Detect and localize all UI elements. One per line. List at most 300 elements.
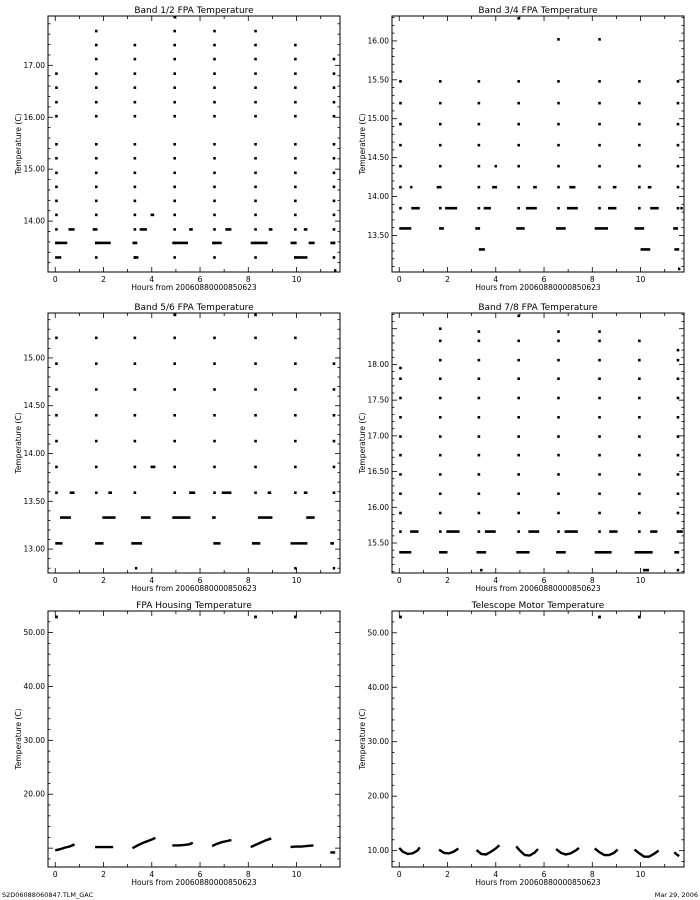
x-tick-label: 10 <box>635 870 646 879</box>
data-point <box>478 512 481 515</box>
data-point <box>213 143 216 146</box>
data-point <box>134 228 137 231</box>
data-point <box>333 228 336 231</box>
data-point <box>439 123 442 126</box>
y-tick-label: 14.50 <box>367 153 389 163</box>
x-tick-label: 2 <box>445 275 450 284</box>
data-point <box>55 256 58 259</box>
data-point <box>173 30 176 33</box>
data-point <box>55 616 58 619</box>
data-point <box>95 186 98 189</box>
data-point <box>294 616 297 619</box>
y-tick-label: 50.00 <box>367 628 389 638</box>
data-point <box>95 157 98 160</box>
data-point <box>439 397 442 400</box>
data-point <box>399 416 402 419</box>
data-point <box>294 414 297 417</box>
data-point <box>439 327 442 330</box>
data-point <box>95 337 98 340</box>
footer-date: Mar 29, 2006 <box>654 891 698 899</box>
data-point <box>598 492 601 495</box>
data-point <box>55 143 58 146</box>
data-point <box>134 466 137 469</box>
y-tick-label: 14.00 <box>367 192 389 202</box>
data-point <box>173 115 176 118</box>
data-curve <box>595 848 618 855</box>
data-point <box>333 143 336 146</box>
chart-panel-2 <box>358 6 684 292</box>
data-point <box>213 362 216 365</box>
data-point <box>399 165 402 168</box>
data-point <box>134 388 137 391</box>
data-point <box>517 454 520 457</box>
data-point <box>638 102 641 105</box>
plot-frame <box>392 611 684 867</box>
x-tick-label: 10 <box>635 576 646 585</box>
data-point <box>638 123 641 126</box>
data-point <box>333 200 336 203</box>
data-point <box>478 359 481 362</box>
data-point <box>598 340 601 343</box>
x-tick-label: 6 <box>197 576 203 585</box>
data-point <box>638 207 641 210</box>
data-point <box>677 349 680 352</box>
data-point <box>55 491 58 494</box>
data-point <box>517 123 520 126</box>
data-point <box>677 123 680 126</box>
data-point <box>294 440 297 443</box>
data-point <box>638 416 641 419</box>
data-point <box>134 337 137 340</box>
x-axis-label: Hours from 20060880000850623 <box>475 283 601 292</box>
chart-title: Band 3/4 FPA Temperature <box>478 6 598 16</box>
y-tick-label: 15.50 <box>367 538 389 548</box>
data-point <box>557 186 560 189</box>
data-point <box>478 416 481 419</box>
x-tick-label: 2 <box>101 576 106 585</box>
data-point <box>173 242 176 245</box>
data-point <box>557 123 560 126</box>
data-point <box>478 492 481 495</box>
data-point <box>333 388 336 391</box>
x-tick-label: 8 <box>245 870 251 879</box>
data-point <box>294 186 297 189</box>
data-point <box>333 362 336 365</box>
data-point <box>213 228 216 231</box>
data-point <box>557 416 560 419</box>
data-point <box>517 377 520 380</box>
data-point <box>173 256 176 259</box>
data-curve <box>212 840 231 846</box>
data-point <box>213 440 216 443</box>
data-point <box>677 416 680 419</box>
x-tick-label: 4 <box>149 275 155 284</box>
data-point <box>439 165 442 168</box>
data-point <box>55 337 58 340</box>
y-tick-label: 50.00 <box>23 628 45 638</box>
data-point <box>478 530 481 533</box>
x-tick-label: 6 <box>541 275 547 284</box>
data-point <box>557 492 560 495</box>
x-tick-label: 10 <box>291 275 302 284</box>
x-axis-label: Hours from 20060880000850623 <box>131 878 257 887</box>
data-point <box>598 435 601 438</box>
x-tick-label: 0 <box>52 275 58 284</box>
data-point <box>254 256 257 259</box>
data-point <box>173 440 176 443</box>
data-point <box>134 101 137 104</box>
data-point <box>598 80 601 83</box>
y-tick-label: 13.50 <box>23 496 45 506</box>
data-point <box>478 165 481 168</box>
data-point <box>517 397 520 400</box>
x-axis-label: Hours from 20060880000850623 <box>475 878 601 887</box>
data-point <box>399 397 402 400</box>
data-point <box>254 242 257 245</box>
x-tick-label: 2 <box>445 576 450 585</box>
data-point <box>134 58 137 61</box>
data-point <box>254 337 257 340</box>
data-point <box>134 157 137 160</box>
data-point <box>294 101 297 104</box>
data-point <box>213 466 216 469</box>
data-point <box>55 115 58 118</box>
x-tick-label: 10 <box>291 576 302 585</box>
data-point <box>638 435 641 438</box>
data-point <box>598 123 601 126</box>
data-point <box>478 207 481 210</box>
data-point <box>173 362 176 365</box>
data-point <box>254 200 257 203</box>
chart-panel-5 <box>14 601 340 887</box>
data-point <box>294 58 297 61</box>
x-tick-label: 6 <box>541 576 547 585</box>
data-point <box>95 72 98 75</box>
data-curve <box>251 838 272 847</box>
x-axis-label: Hours from 20060880000850623 <box>131 283 257 292</box>
data-point <box>598 38 601 41</box>
data-point <box>213 200 216 203</box>
data-point <box>638 616 641 619</box>
data-point <box>294 200 297 203</box>
y-tick-label: 14.00 <box>23 449 45 459</box>
y-tick-label: 16.00 <box>367 36 389 46</box>
data-point <box>254 491 257 494</box>
data-point <box>294 157 297 160</box>
data-point <box>598 616 601 619</box>
data-point <box>399 530 402 533</box>
data-point <box>134 143 137 146</box>
data-point <box>557 80 560 83</box>
y-tick-label: 16.00 <box>367 502 389 512</box>
data-point <box>557 38 560 41</box>
y-axis-label: Temperature (C) <box>14 113 23 175</box>
data-point <box>677 359 680 362</box>
data-point <box>439 340 442 343</box>
y-axis-label: Temperature (C) <box>358 113 367 175</box>
data-point <box>95 440 98 443</box>
data-point <box>598 165 601 168</box>
data-point <box>638 454 641 457</box>
x-tick-label: 4 <box>493 576 499 585</box>
data-point <box>254 314 257 317</box>
data-curve <box>674 852 679 856</box>
x-tick-label: 0 <box>52 576 58 585</box>
data-curve <box>635 850 659 857</box>
data-point <box>399 473 402 476</box>
data-point <box>598 473 601 476</box>
data-point <box>173 414 176 417</box>
data-point <box>677 530 680 533</box>
data-point <box>478 102 481 105</box>
data-point <box>213 414 216 417</box>
y-tick-label: 14.00 <box>23 216 45 226</box>
data-point <box>213 491 216 494</box>
data-point <box>213 186 216 189</box>
chart-panel-1 <box>14 6 340 292</box>
y-tick-label: 30.00 <box>23 735 45 745</box>
data-point <box>55 101 58 104</box>
data-point <box>517 492 520 495</box>
x-axis-label: Hours from 20060880000850623 <box>475 584 601 593</box>
data-point <box>55 172 58 175</box>
data-curve <box>516 846 538 855</box>
y-axis-label: Temperature (C) <box>358 412 367 474</box>
data-point <box>294 172 297 175</box>
y-tick-label: 40.00 <box>23 681 45 691</box>
x-tick-label: 4 <box>493 870 499 879</box>
data-point <box>557 435 560 438</box>
y-tick-label: 30.00 <box>367 737 389 747</box>
data-point <box>638 165 641 168</box>
data-point <box>557 102 560 105</box>
data-point <box>439 530 442 533</box>
data-point <box>439 359 442 362</box>
data-curve <box>399 847 420 854</box>
data-point <box>478 340 481 343</box>
data-point <box>294 44 297 47</box>
y-tick-label: 10.00 <box>367 846 389 856</box>
data-point <box>677 165 680 168</box>
data-point <box>557 359 560 362</box>
data-point <box>55 72 58 75</box>
data-point <box>333 86 336 89</box>
data-point <box>173 186 176 189</box>
data-point <box>677 207 680 210</box>
data-point <box>478 144 481 147</box>
data-point <box>677 102 680 105</box>
x-tick-label: 8 <box>589 576 595 585</box>
x-tick-label: 4 <box>149 576 155 585</box>
data-point <box>213 242 216 245</box>
data-point <box>439 102 442 105</box>
data-point <box>173 16 176 19</box>
data-point <box>517 416 520 419</box>
chart-title: Band 5/6 FPA Temperature <box>134 303 254 313</box>
data-point <box>333 256 336 259</box>
data-point <box>134 362 137 365</box>
data-point <box>478 435 481 438</box>
data-point <box>55 414 58 417</box>
data-point <box>557 340 560 343</box>
data-point <box>677 186 680 189</box>
data-point <box>254 214 257 217</box>
data-point <box>294 143 297 146</box>
data-curve <box>132 838 155 848</box>
data-point <box>134 200 137 203</box>
data-point <box>294 228 297 231</box>
data-point <box>439 492 442 495</box>
data-point <box>254 362 257 365</box>
data-point <box>557 397 560 400</box>
data-point <box>333 414 336 417</box>
data-point <box>333 101 336 104</box>
data-point <box>134 414 137 417</box>
data-curve <box>476 845 499 854</box>
data-point <box>173 72 176 75</box>
data-point <box>294 214 297 217</box>
data-point <box>254 172 257 175</box>
data-point <box>517 340 520 343</box>
data-point <box>517 359 520 362</box>
data-point <box>439 454 442 457</box>
x-tick-label: 0 <box>52 870 58 879</box>
data-point <box>134 256 137 259</box>
data-point <box>517 473 520 476</box>
data-point <box>517 80 520 83</box>
data-point <box>517 165 520 168</box>
data-point <box>399 367 402 370</box>
data-point <box>55 200 58 203</box>
footer-filename: S2D06088060847.TLM_GAC <box>2 891 94 899</box>
data-point <box>677 435 680 438</box>
x-tick-label: 0 <box>396 275 402 284</box>
data-point <box>173 491 176 494</box>
x-tick-label: 0 <box>396 576 402 585</box>
data-point <box>134 214 137 217</box>
data-point <box>95 228 98 231</box>
data-point <box>95 30 98 33</box>
data-point <box>333 172 336 175</box>
x-tick-label: 4 <box>149 870 155 879</box>
data-point <box>294 491 297 494</box>
data-point <box>254 101 257 104</box>
data-point <box>213 86 216 89</box>
data-point <box>134 491 137 494</box>
data-point <box>399 186 402 189</box>
x-tick-label: 8 <box>245 275 251 284</box>
x-tick-label: 8 <box>245 576 251 585</box>
data-point <box>294 72 297 75</box>
data-point <box>677 473 680 476</box>
y-tick-label: 16.00 <box>23 112 45 122</box>
data-point <box>254 86 257 89</box>
data-point <box>677 397 680 400</box>
y-tick-label: 15.00 <box>23 353 45 363</box>
data-point <box>213 256 216 259</box>
data-point <box>134 186 137 189</box>
y-tick-label: 15.00 <box>367 114 389 124</box>
data-point <box>173 466 176 469</box>
data-point <box>598 102 601 105</box>
y-tick-label: 13.50 <box>367 230 389 240</box>
data-point <box>213 72 216 75</box>
data-point <box>254 466 257 469</box>
y-tick-label: 17.00 <box>367 431 389 441</box>
plot-frame <box>392 313 684 573</box>
data-point <box>213 58 216 61</box>
y-tick-label: 15.50 <box>367 75 389 85</box>
x-tick-label: 4 <box>493 275 499 284</box>
x-tick-label: 2 <box>101 870 106 879</box>
data-point <box>294 115 297 118</box>
data-curve <box>291 845 314 847</box>
data-point <box>254 143 257 146</box>
data-point <box>95 200 98 203</box>
data-point <box>254 228 257 231</box>
data-point <box>557 454 560 457</box>
data-point <box>638 397 641 400</box>
data-point <box>55 157 58 160</box>
plot-frame <box>48 313 340 573</box>
data-point <box>254 616 257 619</box>
data-point <box>517 102 520 105</box>
data-point <box>294 242 297 245</box>
data-point <box>638 530 641 533</box>
data-point <box>254 44 257 47</box>
data-point <box>254 58 257 61</box>
data-point <box>95 44 98 47</box>
data-point <box>638 80 641 83</box>
data-point <box>557 330 560 333</box>
data-curve <box>556 848 579 855</box>
y-axis-label: Temperature (C) <box>14 412 23 474</box>
data-point <box>55 86 58 89</box>
data-point <box>439 416 442 419</box>
data-point <box>677 144 680 147</box>
data-point <box>213 157 216 160</box>
data-point <box>134 242 137 245</box>
data-point <box>517 144 520 147</box>
data-point <box>254 186 257 189</box>
data-point <box>173 200 176 203</box>
data-point <box>478 186 481 189</box>
data-point <box>638 359 641 362</box>
data-point <box>254 440 257 443</box>
data-point <box>173 143 176 146</box>
data-point <box>95 214 98 217</box>
data-point <box>95 256 98 259</box>
data-point <box>213 44 216 47</box>
data-point <box>213 214 216 217</box>
data-point <box>333 72 336 75</box>
data-point <box>294 466 297 469</box>
data-point <box>517 17 520 20</box>
data-point <box>134 44 137 47</box>
data-point <box>478 377 481 380</box>
x-tick-label: 2 <box>101 275 106 284</box>
y-tick-label: 13.00 <box>23 544 45 554</box>
chart-panel-6 <box>358 601 684 887</box>
y-axis-label: Temperature (C) <box>358 708 367 770</box>
data-point <box>557 165 560 168</box>
chart-title: Band 7/8 FPA Temperature <box>478 303 598 313</box>
data-point <box>95 242 98 245</box>
data-point <box>677 512 680 515</box>
data-point <box>173 228 176 231</box>
data-point <box>95 466 98 469</box>
data-point <box>294 362 297 365</box>
